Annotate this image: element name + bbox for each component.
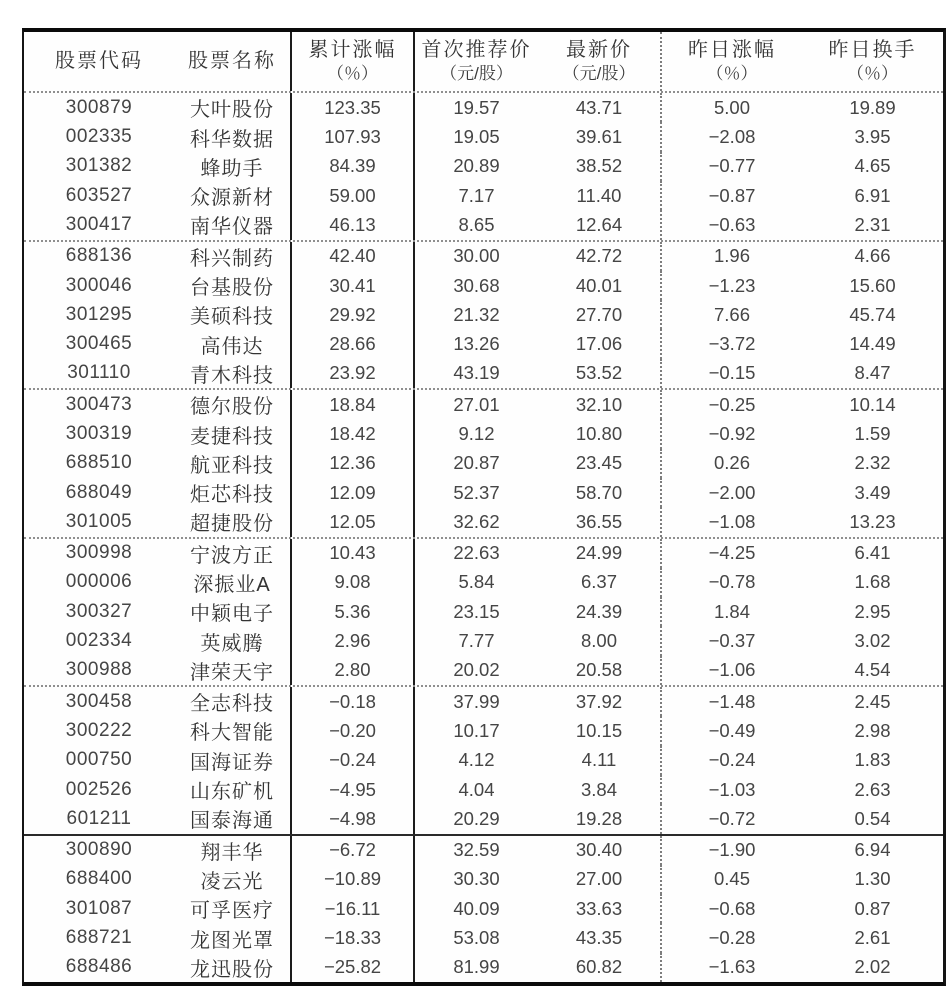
cell-latest-price: 53.52 (538, 359, 662, 388)
col-header-first-recommended-price (415, 32, 538, 91)
cell-first-recommended-price: 43.19 (453, 362, 500, 384)
cell-stock-name: 青木科技 (174, 359, 292, 388)
cell-first-recommended-price: 30.68 (453, 274, 500, 296)
header-title: 首次推荐价 (421, 39, 532, 62)
cell-yesterday-change: −1.03 (708, 778, 756, 800)
cell-latest-price: 23.45 (538, 449, 662, 478)
cell-stock-code: 300327 (65, 600, 133, 622)
cell-yesterday-turnover: 0.54 (854, 807, 891, 829)
cell-yesterday-change: −0.72 (708, 807, 756, 829)
cell-latest-price: 6.37 (538, 568, 662, 597)
cell-stock-code: 300988 (65, 659, 133, 681)
cell-stock-name: 美硕科技 (174, 300, 292, 329)
cell-yesterday-change: −0.77 (708, 155, 756, 177)
cell-stock-name: 全志科技 (174, 687, 292, 716)
cell-first-recommended-price: 27.01 (453, 393, 500, 415)
cell-stock-code: 301110 (67, 362, 131, 384)
cell-cumulative-change: −4.98 (292, 804, 415, 833)
cell-stock-code: 300473 (65, 393, 133, 415)
cell-stock-code: 603527 (65, 184, 133, 206)
cell-yesterday-change: 1.96 (713, 245, 750, 267)
cell-stock-name: 大叶股份 (174, 93, 292, 122)
col-header-stock-name (174, 32, 292, 91)
cell-cumulative-change: 23.92 (292, 359, 415, 388)
cell-first-recommended-price: 37.99 (453, 690, 500, 712)
cell-cumulative-change: 28.66 (292, 329, 415, 358)
header-unit: （元/股） (440, 64, 513, 84)
cell-yesterday-change: −2.00 (708, 481, 756, 503)
cell-stock-name: 山东矿机 (174, 775, 292, 804)
cell-stock-name: 国泰海通 (174, 804, 292, 833)
cell-first-recommended-price: 7.77 (458, 630, 495, 652)
cell-cumulative-change: 46.13 (292, 210, 415, 239)
cell-stock-code: 002334 (65, 630, 133, 652)
cell-yesterday-turnover: 2.61 (854, 927, 891, 949)
cell-yesterday-change: −3.72 (708, 333, 756, 355)
cell-cumulative-change: 10.43 (292, 539, 415, 568)
cell-stock-code: 688400 (65, 868, 133, 890)
cell-yesterday-turnover: 2.63 (854, 778, 891, 800)
cell-stock-name: 众源新材 (174, 181, 292, 210)
cell-stock-name: 蜂助手 (174, 152, 292, 181)
cell-stock-name: 津荣天宇 (174, 656, 292, 685)
cell-yesterday-change: −1.63 (708, 956, 756, 978)
cell-yesterday-turnover: 2.31 (854, 213, 891, 235)
header-title: 股票名称 (188, 50, 276, 73)
cell-latest-price: 27.70 (538, 300, 662, 329)
cell-cumulative-change: 2.80 (292, 656, 415, 685)
cell-yesterday-turnover: 4.65 (854, 155, 891, 177)
cell-yesterday-change: −1.90 (708, 839, 756, 861)
cell-stock-code: 002526 (65, 778, 133, 800)
cell-stock-code: 002335 (65, 126, 133, 148)
cell-stock-name: 德尔股份 (174, 390, 292, 419)
cell-yesterday-change: −0.63 (708, 213, 756, 235)
cell-first-recommended-price: 8.65 (458, 213, 495, 235)
cell-first-recommended-price: 30.30 (453, 868, 500, 890)
table-row-group (24, 834, 943, 982)
cell-first-recommended-price: 19.05 (453, 126, 500, 148)
cell-stock-code: 688049 (65, 481, 133, 503)
cell-stock-code: 688510 (65, 452, 133, 474)
cell-stock-name: 凌云光 (174, 865, 292, 894)
cell-first-recommended-price: 40.09 (453, 897, 500, 919)
header-title: 累计涨幅 (308, 39, 397, 62)
cell-yesterday-change: −0.37 (708, 630, 756, 652)
cell-latest-price: 33.63 (538, 894, 662, 923)
cell-yesterday-change: −1.06 (708, 659, 756, 681)
cell-yesterday-turnover: 19.89 (849, 96, 896, 118)
cell-latest-price: 8.00 (538, 626, 662, 655)
cell-stock-code: 301087 (65, 897, 133, 919)
cell-stock-code: 688721 (65, 927, 133, 949)
cell-yesterday-change: −1.08 (708, 510, 756, 532)
cell-stock-name: 航亚科技 (174, 449, 292, 478)
cell-latest-price: 12.64 (538, 210, 662, 239)
cell-stock-name: 高伟达 (174, 329, 292, 358)
cell-yesterday-turnover: 0.87 (854, 897, 891, 919)
cell-first-recommended-price: 20.02 (453, 659, 500, 681)
cell-first-recommended-price: 5.84 (458, 571, 495, 593)
cell-first-recommended-price: 19.57 (453, 96, 500, 118)
cell-yesterday-turnover: 6.94 (854, 839, 891, 861)
cell-stock-code: 300998 (65, 542, 133, 564)
header-title: 昨日换手 (828, 39, 917, 62)
cell-cumulative-change: −18.33 (292, 923, 415, 952)
cell-yesterday-turnover: 45.74 (849, 303, 896, 325)
cell-stock-code: 300222 (65, 719, 133, 741)
cell-stock-name: 宁波方正 (174, 539, 292, 568)
col-header-yesterday-change (662, 32, 802, 91)
cell-cumulative-change: 5.36 (292, 597, 415, 626)
cell-stock-name: 麦捷科技 (174, 419, 292, 448)
cell-stock-code: 301005 (65, 510, 133, 532)
cell-first-recommended-price: 52.37 (453, 481, 500, 503)
cell-stock-code: 301295 (65, 303, 133, 325)
cell-cumulative-change: 2.96 (292, 626, 415, 655)
cell-stock-code: 300417 (65, 213, 133, 235)
table-body (24, 91, 943, 982)
header-title: 昨日涨幅 (688, 39, 776, 62)
cell-latest-price: 39.61 (538, 122, 662, 151)
col-header-yesterday-turnover (802, 32, 943, 91)
cell-yesterday-turnover: 8.47 (854, 362, 891, 384)
cell-yesterday-change: −0.68 (708, 897, 756, 919)
cell-stock-name: 龙图光罩 (174, 923, 292, 952)
cell-yesterday-turnover: 2.95 (854, 600, 891, 622)
cell-yesterday-change: 7.66 (713, 303, 750, 325)
cell-first-recommended-price: 7.17 (458, 184, 495, 206)
cell-cumulative-change: 59.00 (292, 181, 415, 210)
cell-first-recommended-price: 23.15 (453, 600, 500, 622)
cell-cumulative-change: −4.95 (292, 775, 415, 804)
cell-yesterday-turnover: 4.54 (854, 659, 891, 681)
cell-cumulative-change: −16.11 (292, 894, 415, 923)
cell-yesterday-turnover: 3.49 (854, 481, 891, 503)
cell-yesterday-turnover: 3.95 (854, 126, 891, 148)
cell-first-recommended-price: 32.59 (453, 839, 500, 861)
cell-yesterday-change: 1.84 (713, 600, 750, 622)
cell-yesterday-turnover: 1.59 (854, 423, 891, 444)
col-header-cumulative-change (292, 32, 415, 91)
cell-cumulative-change: −0.18 (292, 687, 415, 716)
cell-cumulative-change: −0.20 (292, 716, 415, 745)
header-unit: （％） (847, 64, 898, 84)
cell-yesterday-turnover: 2.98 (854, 719, 891, 741)
cell-yesterday-turnover: 1.68 (854, 571, 891, 593)
cell-stock-name: 科大智能 (174, 716, 292, 745)
cell-latest-price: 19.28 (538, 804, 662, 833)
cell-first-recommended-price: 22.63 (453, 542, 500, 564)
table-row-group (24, 240, 943, 388)
cell-latest-price: 24.39 (538, 597, 662, 626)
cell-stock-code: 300458 (65, 690, 133, 712)
cell-latest-price: 3.84 (538, 775, 662, 804)
cell-cumulative-change: 30.41 (292, 271, 415, 300)
cell-yesterday-turnover: 15.60 (849, 274, 896, 296)
header-unit: （％） (327, 64, 378, 84)
cell-stock-name: 中颖电子 (174, 597, 292, 626)
cell-stock-code: 300890 (65, 839, 133, 861)
cell-stock-code: 301382 (65, 155, 133, 177)
cell-latest-price: 43.71 (538, 93, 662, 122)
cell-yesterday-change: −0.28 (708, 927, 756, 949)
cell-cumulative-change: −10.89 (292, 865, 415, 894)
cell-yesterday-change: −0.24 (708, 749, 756, 771)
cell-cumulative-change: 12.05 (292, 507, 415, 536)
cell-stock-name: 炬芯科技 (174, 478, 292, 507)
cell-yesterday-change: 0.26 (713, 452, 750, 474)
header-title: 最新价 (566, 39, 632, 62)
cell-latest-price: 36.55 (538, 507, 662, 536)
cell-yesterday-change: −0.25 (708, 393, 756, 415)
table-header-row (24, 32, 943, 91)
cell-yesterday-change: 5.00 (713, 96, 750, 118)
cell-first-recommended-price: 4.04 (458, 778, 495, 800)
cell-stock-code: 300879 (65, 96, 133, 118)
cell-stock-code: 300465 (65, 333, 133, 355)
cell-yesterday-change: −0.87 (708, 184, 756, 206)
cell-cumulative-change: 18.42 (292, 419, 415, 448)
cell-latest-price: 40.01 (538, 271, 662, 300)
cell-first-recommended-price: 20.89 (453, 155, 500, 177)
cell-cumulative-change: 123.35 (292, 93, 415, 122)
cell-latest-price: 58.70 (538, 478, 662, 507)
cell-first-recommended-price: 20.29 (453, 807, 500, 829)
cell-cumulative-change: 107.93 (292, 122, 415, 151)
cell-first-recommended-price: 9.12 (458, 423, 495, 444)
cell-stock-code: 000750 (65, 749, 133, 771)
cell-yesterday-turnover: 2.32 (854, 452, 891, 474)
cell-yesterday-change: −0.92 (708, 423, 756, 444)
cell-stock-code: 300046 (65, 274, 133, 296)
cell-yesterday-change: −1.48 (708, 690, 756, 712)
cell-yesterday-turnover: 14.49 (849, 333, 896, 355)
cell-yesterday-turnover: 1.83 (854, 749, 891, 771)
col-header-stock-code (24, 32, 174, 91)
cell-yesterday-turnover: 6.91 (854, 184, 891, 206)
cell-stock-name: 超捷股份 (174, 507, 292, 536)
cell-cumulative-change: 84.39 (292, 152, 415, 181)
cell-stock-code: 300319 (65, 423, 133, 444)
cell-latest-price: 43.35 (538, 923, 662, 952)
cell-latest-price: 30.40 (538, 836, 662, 865)
cell-yesterday-turnover: 4.66 (854, 245, 891, 267)
cell-yesterday-turnover: 6.41 (854, 542, 891, 564)
cell-latest-price: 17.06 (538, 329, 662, 358)
cell-stock-code: 688486 (65, 956, 133, 978)
cell-first-recommended-price: 21.32 (453, 303, 500, 325)
cell-first-recommended-price: 53.08 (453, 927, 500, 949)
cell-stock-name: 深振业A (174, 568, 292, 597)
cell-yesterday-change: 0.45 (713, 868, 750, 890)
header-unit: （％） (706, 64, 758, 84)
cell-latest-price: 4.11 (538, 746, 662, 775)
cell-stock-name: 台基股份 (174, 271, 292, 300)
cell-yesterday-turnover: 2.02 (854, 956, 891, 978)
table-row-group (24, 537, 943, 685)
table-row-group (24, 388, 943, 536)
cell-cumulative-change: −6.72 (292, 836, 415, 865)
cell-stock-code: 601211 (66, 807, 132, 829)
cell-stock-name: 科兴制药 (174, 242, 292, 271)
cell-cumulative-change: 12.09 (292, 478, 415, 507)
header-unit: （元/股） (562, 64, 636, 84)
cell-yesterday-change: −0.15 (708, 362, 756, 384)
header-title: 股票代码 (55, 50, 143, 73)
cell-yesterday-turnover: 2.45 (854, 690, 891, 712)
cell-first-recommended-price: 13.26 (453, 333, 500, 355)
cell-first-recommended-price: 4.12 (458, 749, 495, 771)
cell-cumulative-change: −0.24 (292, 746, 415, 775)
cell-latest-price: 10.15 (538, 716, 662, 745)
cell-yesterday-change: −1.23 (708, 274, 756, 296)
table-row-group (24, 685, 943, 833)
cell-latest-price: 11.40 (538, 181, 662, 210)
stock-table (22, 28, 946, 986)
cell-latest-price: 42.72 (538, 242, 662, 271)
cell-cumulative-change: 29.92 (292, 300, 415, 329)
cell-latest-price: 37.92 (538, 687, 662, 716)
cell-cumulative-change: 18.84 (292, 390, 415, 419)
cell-cumulative-change: 42.40 (292, 242, 415, 271)
cell-cumulative-change: 12.36 (292, 449, 415, 478)
cell-stock-name: 英威腾 (174, 626, 292, 655)
cell-stock-code: 688136 (65, 245, 133, 267)
cell-first-recommended-price: 81.99 (453, 956, 500, 978)
col-header-latest-price (538, 32, 662, 91)
cell-yesterday-turnover: 1.30 (854, 868, 891, 890)
cell-stock-code: 000006 (65, 571, 133, 593)
cell-yesterday-turnover: 13.23 (849, 510, 896, 532)
cell-yesterday-change: −0.78 (708, 571, 756, 593)
cell-latest-price: 38.52 (538, 152, 662, 181)
cell-yesterday-change: −0.49 (708, 719, 756, 741)
cell-cumulative-change: 9.08 (292, 568, 415, 597)
cell-stock-name: 可孚医疗 (174, 894, 292, 923)
cell-first-recommended-price: 10.17 (453, 719, 500, 741)
cell-latest-price: 60.82 (538, 953, 662, 982)
cell-stock-name: 翔丰华 (174, 836, 292, 865)
cell-stock-name: 国海证券 (174, 746, 292, 775)
cell-first-recommended-price: 32.62 (453, 510, 500, 532)
cell-yesterday-turnover: 10.14 (849, 393, 896, 415)
cell-yesterday-change: −4.25 (708, 542, 756, 564)
cell-latest-price: 32.10 (538, 390, 662, 419)
cell-latest-price: 20.58 (538, 656, 662, 685)
cell-stock-name: 龙迅股份 (174, 953, 292, 982)
cell-first-recommended-price: 30.00 (453, 245, 500, 267)
cell-latest-price: 27.00 (538, 865, 662, 894)
cell-cumulative-change: −25.82 (292, 953, 415, 982)
cell-stock-name: 科华数据 (174, 122, 292, 151)
cell-first-recommended-price: 20.87 (453, 452, 500, 474)
cell-latest-price: 24.99 (538, 539, 662, 568)
cell-stock-name: 南华仪器 (174, 210, 292, 239)
cell-yesterday-change: −2.08 (708, 126, 756, 148)
cell-yesterday-turnover: 3.02 (854, 630, 891, 652)
table-row-group (24, 91, 943, 239)
cell-latest-price: 10.80 (538, 419, 662, 448)
